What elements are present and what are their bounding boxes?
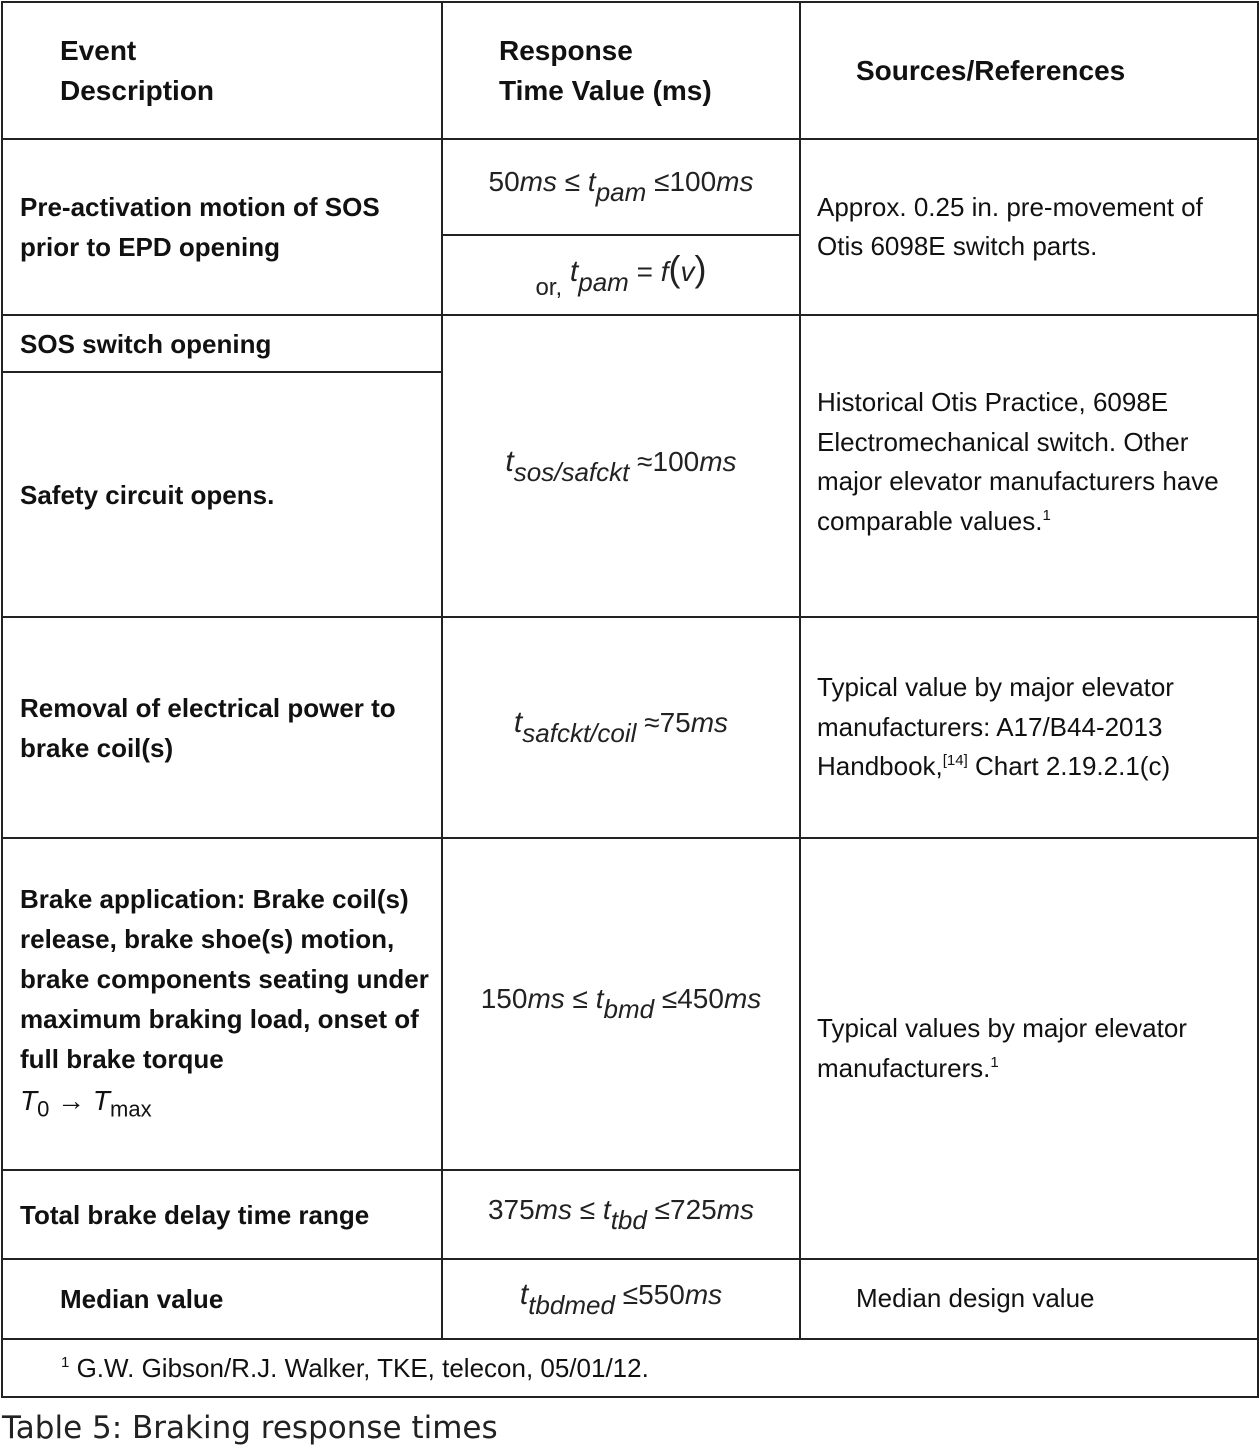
value-cell: $t_{sos/safckt} \approx 100ms$	[442, 315, 800, 617]
event-cell: Median value	[2, 1259, 442, 1339]
source-cell: Typical value by major elevator manufacturers: A17/B44-2013 Handbook,[14] Chart 2.19.2.1(c)	[800, 617, 1258, 838]
event-cell: Safety circuit opens.	[2, 372, 442, 617]
header-row	[2, 2, 1258, 139]
value-cell: $150ms \le t_{bmd} \le 450ms$	[442, 838, 800, 1170]
table-caption: Table 5: Braking response times	[2, 1410, 498, 1446]
braking-response-table	[1, 1, 1259, 1398]
source-cell: Approx. 0.25 in. pre-movement of Otis 6098E switch parts.	[800, 139, 1258, 315]
header-event-description: Event Description	[2, 2, 442, 139]
footnote-row	[2, 1339, 1258, 1397]
value-cell: $375ms \le t_{tbd} \le 725ms$	[442, 1170, 800, 1259]
header-sources: Sources/References	[800, 2, 1258, 139]
event-cell: Removal of electrical power to brake coil(s)	[2, 617, 442, 838]
table-row	[2, 139, 1258, 235]
torque-transition-math: $T_0 \to T_{max}$	[20, 1084, 152, 1122]
table-row	[2, 838, 1258, 1170]
event-cell: SOS switch opening	[2, 315, 442, 372]
header-response-time: Response Time Value (ms)	[442, 2, 800, 139]
value-cell: $t_{tbdmed} \le 550ms$	[442, 1259, 800, 1339]
event-cell: Total brake delay time range	[2, 1170, 442, 1259]
value-cell: $t_{safckt/coil} \approx 75ms$	[442, 617, 800, 838]
event-cell: Brake application: Brake coil(s) release, brake shoe(s) motion, brake components seating under maximum braking load, onset of full brake torque $T_0 \to T_{max}$	[2, 838, 442, 1170]
table-row	[2, 315, 1258, 372]
value-cell: $50ms \le t_{pam} \le 100ms$	[442, 139, 800, 235]
source-cell: Typical values by major elevator manufacturers.$^1$	[800, 838, 1258, 1259]
source-cell: Historical Otis Practice, 6098E Electromechanical switch. Other major elevator manufacturers have comparable values.$^1$	[800, 315, 1258, 617]
table-row	[2, 617, 1258, 838]
footnote: $^1$ G.W. Gibson/R.J. Walker, TKE, telecon, 05/01/12.	[2, 1339, 1258, 1397]
value-cell-alt: or, $t_{pam} = f(v)$	[442, 235, 800, 315]
event-cell: Pre-activation motion of SOS prior to EPD opening	[2, 139, 442, 315]
table-row	[2, 1259, 1258, 1339]
source-cell: Median design value	[800, 1259, 1258, 1339]
